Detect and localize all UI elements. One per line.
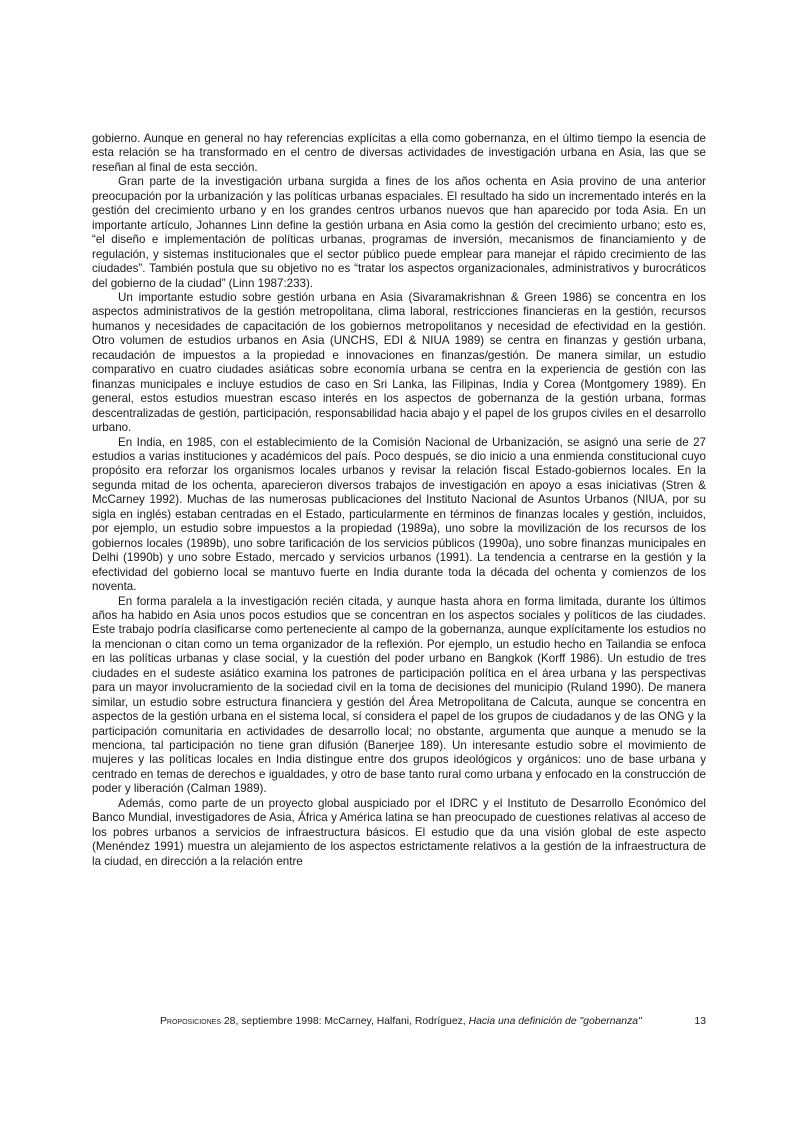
paragraph: En forma paralela a la investigación recién citada, y aunque hasta ahora en forma limitada, durante los últimos años ha habido en Asia unos pocos estudios que se concentran en los aspectos sociales y políticos de las ciudades. Este trabajo podría clasificarse como perteneciente al campo de la gobernanza, aunque explícitamente los estudios no la mencionan o citan como un tema organizador de la reflexión. Por ejemplo, un estudio hecho en Tailandia se enfoca en las políticas urbanas y clase social, y la cuestión del poder urbano en Bangkok (Korff 1986). Un estudio de tres ciudades en el sudeste asiático examina los patrones de participación política en el área urbana y las perspectivas para un mayor involucramiento de la sociedad civil en la toma de decisiones del municipio (Ruland 1990). De manera similar, un estudio sobre estructura financiera y gestión del Área Metropolitana de Calcuta, aunque se concentra en aspectos de la gestión urbana en el sistema local, sí considera el papel de los grupos de ciudadanos y de las ONG y la participación comunitaria en actividades de desarrollo local; no obstante, argumenta que aunque a menudo se la menciona, tal participación no tiene gran difusión (Banerjee 189). Un interesante estudio sobre el movimiento de mujeres y las políticas locales en India distingue entre dos grupos ideológicos y orgánicos: uno de base urbana y centrado en temas de derechos e igualdades, y otro de base tanto rural como urbana y enfocado en la construcción de poder y liberación (Calman 1989). <box>92 594 706 796</box>
body-text <box>92 132 706 869</box>
paragraph: Un importante estudio sobre gestión urbana en Asia (Sivaramakrishnan & Green 1986) se concentra en los aspectos administrativos de la gestión metropolitana, clima laboral, restricciones financieras en la gestión, recursos humanos y necesidades de capacitación de los gobiernos metropolitanos y necesidad de efectividad en la gestión. Otro volumen de estudios urbanos en Asia (UNCHS, EDI & NIUA 1989) se centra en finanzas y gestión urbana, recaudación de impuestos a la propiedad e innovaciones en finanzas/gestión. De manera similar, un estudio comparativo en cuatro ciudades asiáticas sobre economía urbana se centra en la experiencia de gestión con las finanzas municipales e incluye estudios de caso en Sri Lanka, las Filipinas, India y Corea (Montgomery 1989). En general, estos estudios muestran escaso interés en los aspectos de gobernanza de la gestión urbana, formas descentralizadas de gestión, participación, responsabilidad hacia abajo y el papel de los grupos civiles en el desarrollo urbano. <box>92 290 706 435</box>
paragraph: Además, como parte de un proyecto global auspiciado por el IDRC y el Instituto de Desarrollo Económico del Banco Mundial, investigadores de Asia, África y América latina se han preocupado de cuestiones relativas al acceso de los pobres urbanos a servicios de infraestructura básicos. El estudio que da una visión global de este aspecto (Menéndez 1991) muestra un alejamiento de los aspectos estrictamente relativos a la gestión de la infraestructura de la ciudad, en dirección a la relación entre <box>92 796 706 868</box>
page-footer <box>160 1016 706 1027</box>
page-number: 13 <box>694 1016 706 1027</box>
issue-citation: 28, septiembre 1998: McCarney, Halfani, Rodríguez, <box>221 1016 469 1027</box>
paragraph: gobierno. Aunque en general no hay referencias explícitas a ella como gobernanza, en el último tiempo la esencia de esta relación se ha transformado en el centro de diversas actividades de investigación urbana en Asia, las que se reseñan al final de esta sección. <box>92 132 706 174</box>
journal-name: Proposiciones <box>160 1016 221 1027</box>
paragraph: En India, en 1985, con el establecimiento de la Comisión Nacional de Urbanización, se asignó una serie de 27 estudios a varias instituciones y académicos del país. Poco después, se dio inicio a una enmienda constitucional cuyo propósito era reforzar los organismos locales urbanos y revisar la relación fiscal Estado-gobiernos locales. En la segunda mitad de los ochenta, aparecieron diversos trabajos de investigación en apoyo a esas iniciativas (Stren & McCarney 1992). Muchas de las numerosas publicaciones del Instituto Nacional de Asuntos Urbanos (NIUA, por su sigla en inglés) estaban centradas en el Estado, particularmente en términos de finanzas locales y gestión, incluidos, por ejemplo, un estudio sobre impuestos a la propiedad (1989a), uno sobre la movilización de los recursos de los gobiernos locales (1989b), uno sobre tarificación de los servicios públicos (1990a), uno sobre finanzas municipales en Delhi (1990b) y uno sobre Estado, mercado y servicios urbanos (1991). La tendencia a centrarse en la gestión y la efectividad del gobierno local se mantuvo fuerte en India durante toda la década del ochenta y comienzos de los noventa. <box>92 435 706 594</box>
article-title: Hacia una definición de "gobernanza" <box>468 1016 642 1027</box>
paragraph: Gran parte de la investigación urbana surgida a fines de los años ochenta en Asia provino de una anterior preocupación por la urbanización y las políticas urbanas espaciales. El resultado ha sido un incrementado interés en la gestión del crecimiento urbano y en los grandes centros urbanos nuevos que han aparecido por toda Asia. En un importante artículo, Johannes Linn define la gestión urbana en Asia como la gestión del crecimiento urbano; esto es, “el diseño e implementación de políticas urbanas, programas de inversión, mecanismos de financiamiento y de regulación, y sistemas institucionales que el sector público puede emplear para manejar el rápido crecimiento de las ciudades”. También postula que su objetivo no es “tratar los aspectos organizacionales, administrativos y burocráticos del gobierno de la ciudad” (Linn 1987:233). <box>92 175 706 290</box>
